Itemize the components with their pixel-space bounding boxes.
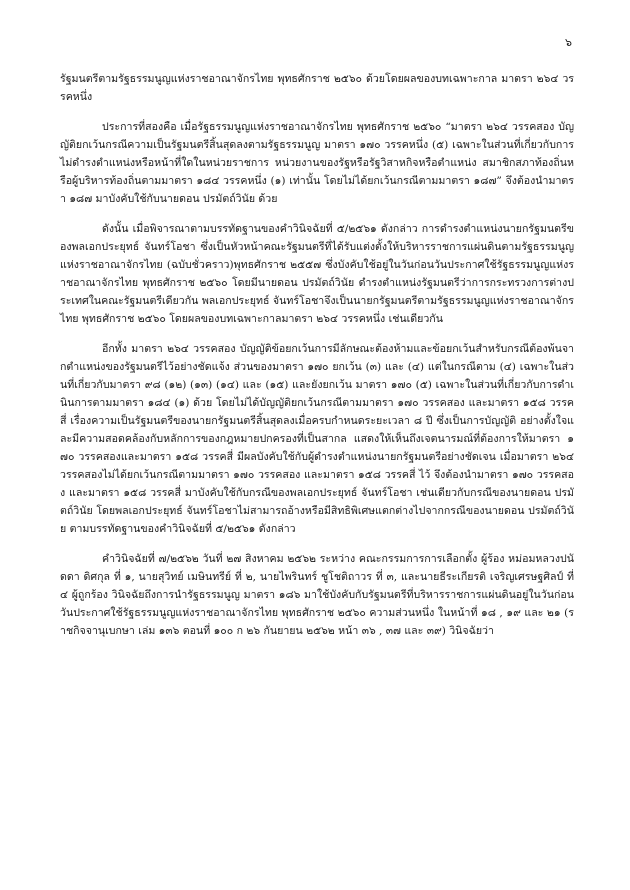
paragraph-second-point: ประการที่สองคือ เมื่อรัฐธรรมนูญแห่งราชอาณาจักรไทย พุทธศักราช ๒๕๖๐ “มาตรา ๒๖๔ วรรคสอง บัญญัติยกเว้นกรณีความเป็นรัฐมนตรีสิ้นสุดลงตามรัฐธรรมนูญ มาตรา ๑๗๐ วรรคหนึ่ง (๕) เฉพาะในส่วนที่เกี่ยวกับการไม่ดำรงตำแหน่งหรือหน้าที่ใดในหน่วยราชการ หน่วยงานของรัฐหรือรัฐวิสาหกิจหรือตำแหน่ง สมาชิกสภาท้องถิ่นหรือผู้บริหารท้องถิ่นตามมาตรา ๑๘๔ วรรคหนึ่ง (๑) เท่านั้น โดยไม่ได้ยกเว้นกรณีตามมาตรา ๑๘๗” จึงต้องนำมาตรา ๑๘๗ มาบังคับใช้กับนายดอน ปรมัตถ์วินัย ด้วย (60, 121, 574, 205)
paragraph-moreover: อีกทั้ง มาตรา ๒๖๔ วรรคสอง บัญญัติข้อยกเว้นการมีลักษณะต้องห้ามและข้อยกเว้นสำหรับกรณีต้องพ้นจากตำแหน่งของรัฐมนตรีไว้อย่างชัดแจ้ง ส่วนของมาตรา ๑๗๐ ยกเว้น (๓) และ (๔) แต่ในกรณีตาม (๔) เฉพาะในส่วนที่เกี่ยวกับมาตรา ๙๘ (๑๒) (๑๓) (๑๔) และ (๑๕) และยังยกเว้น มาตรา ๑๗๐ (๕) เฉพาะในส่วนที่เกี่ยวกับการดำเนินการตามมาตรา ๑๘๔ (๑) ด้วย โดยไม่ได้บัญญัติยกเว้นกรณีตามมาตรา ๑๗๐ วรรคสอง และมาตรา ๑๕๘ วรรคสี่ เรื่องความเป็นรัฐมนตรีของนายกรัฐมนตรีสิ้นสุดลงเมื่อครบกำหนดระยะเวลา ๘ ปี ซึ่งเป็นการบัญญัติ อย่างตั้งใจและมีความสอดคล้องกับหลักการของกฎหมายปกครองที่เป็นสากล แสดงให้เห็นถึงเจตนารมณ์ที่ต้องการให้มาตรา ๑๗๐ วรรคสองและมาตรา ๑๕๘ วรรคสี่ มีผลบังคับใช้กับผู้ดำรงตำแหน่งนายกรัฐมนตรีอย่างชัดเจน เมื่อมาตรา ๒๖๔ วรรคสองไม่ได้ยกเว้นกรณีตามมาตรา ๑๗๐ วรรคสอง และมาตรา ๑๕๘ วรรคสี่ ไว้ จึงต้องนำมาตรา ๑๗๐ วรรคสอง และมาตรา ๑๕๘ วรรคสี่ มาบังคับใช้กับกรณีของพลเอกประยุทธ์ จันทร์โอชา เช่นเดียวกับกรณีของนายดอน ปรมัตถ์วินัย โดยพลเอกประยุทธ์ จันทร์โอชาไม่สามารถอ้างหรือมีสิทธิพิเศษแตกต่างไปจากกรณีของนายดอน ปรมัตถ์วินัย ตามบรรทัดฐานของคำวินิจฉัยที่ ๕/๒๕๖๑ ดังกล่าว (60, 343, 574, 535)
paragraph-ruling-7-2562: คำวินิจฉัยที่ ๗/๒๕๖๒ วันที่ ๒๗ สิงหาคม ๒๕๖๒ ระหว่าง คณะกรรมการการเลือกตั้ง ผู้ร้อง หม่อมหลวงปนัดดา ดิศกุล ที่ ๑, นายสุวิทย์ เมษินทรีย์ ที่ ๒, นายไพรินทร์ ชูโชติถาวร ที่ ๓, และนายธีระเกียรติ เจริญเศรษฐศิลป์ ที่ ๔ ผู้ถูกร้อง วินิจฉัยถึงการนำรัฐธรรมนูญ มาตรา ๑๘๖ มาใช้บังคับกับรัฐมนตรีที่บริหารราชการแผ่นดินอยู่ในวันก่อนวันประกาศใช้รัฐธรรมนูญแห่งราชอาณาจักรไทย พุทธศักราช ๒๕๖๐ ความส่วนหนึ่ง ในหน้าที่ ๑๘ , ๑๙ และ ๒๑ (ราชกิจจานุเบกษา เล่ม ๑๓๖ ตอนที่ ๑๐๐ ก ๒๖ กันยายน ๒๕๖๒ หน้า ๓๖ , ๓๗ และ ๓๙) วินิจฉัยว่า (60, 553, 574, 637)
paragraph-therefore: ดังนั้น เมื่อพิจารณาตามบรรทัดฐานของคำวินิจฉัยที่ ๕/๒๕๖๑ ดังกล่าว การดำรงตำแหน่งนายกรัฐมนตรีของพลเอกประยุทธ์ จันทร์โอชา ซึ่งเป็นหัวหน้าคณะรัฐมนตรีที่ได้รับแต่งตั้งให้บริหารราชการแผ่นดินตามรัฐธรรมนูญแห่งราชอาณาจักรไทย (ฉบับชั่วคราว)พุทธศักราช ๒๕๕๗ ซึ่งบังคับใช้อยู่ในวันก่อนวันประกาศใช้รัฐธรรมนูญแห่งราชอาณาจักรไทย พุทธศักราช ๒๕๖๐ โดยมีนายดอน ปรมัตถ์วินัย ดำรงตำแหน่งรัฐมนตรีว่าการกระทรวงการต่างประเทศในคณะรัฐมนตรีเดียวกัน พลเอกประยุทธ์ จันทร์โอชาจึงเป็นนายกรัฐมนตรีตามรัฐธรรมนูญแห่งราชอาณาจักรไทย พุทธศักราช ๒๕๖๐ โดยผลของบทเฉพาะกาลมาตรา ๒๖๔ วรรคหนึ่ง เช่นเดียวกัน (60, 223, 574, 325)
document-body (60, 70, 574, 652)
page-number: ๖ (565, 36, 572, 49)
paragraph-continuation: รัฐมนตรีตามรัฐธรรมนูญแห่งราชอาณาจักรไทย พุทธศักราช ๒๕๖๐ ด้วยโดยผลของบทเฉพาะกาล มาตรา ๒๖๔ วรรคหนึ่ง (60, 73, 574, 103)
